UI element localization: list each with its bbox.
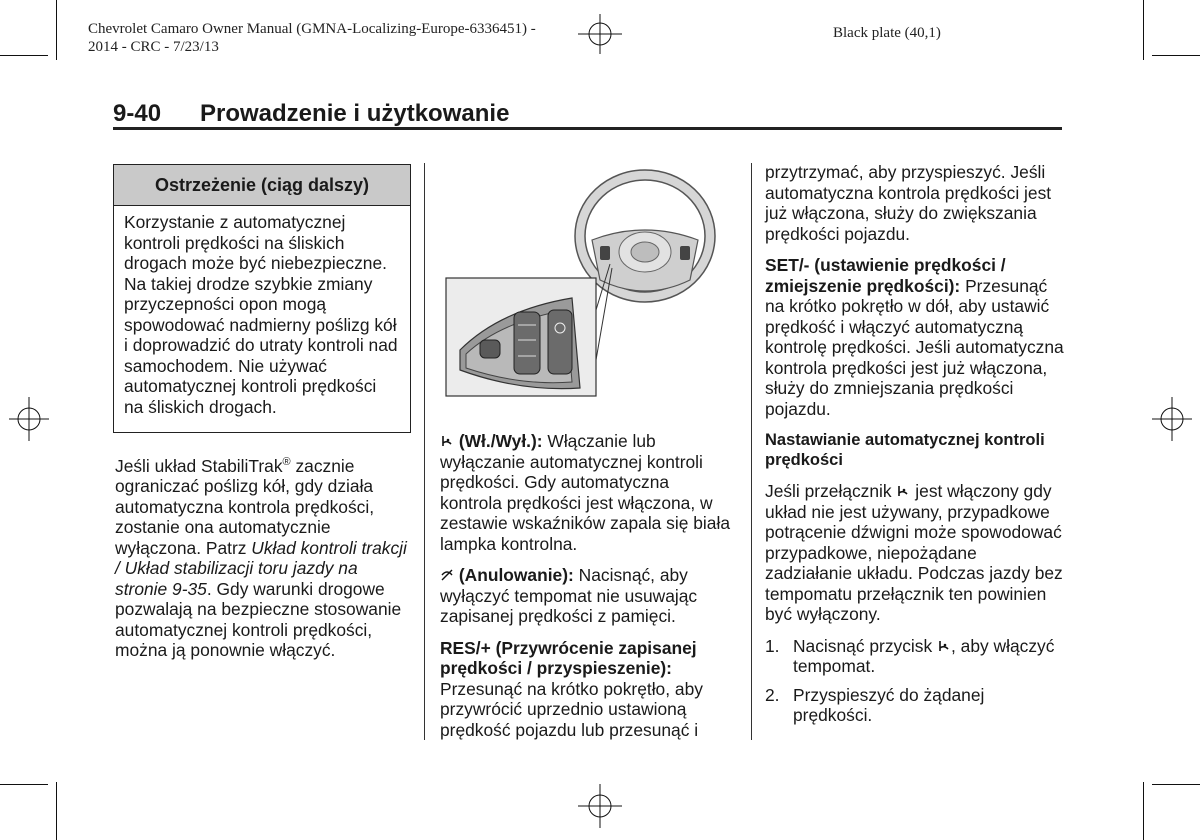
cancel-icon	[440, 568, 454, 582]
para-text-2: zacznie ograniczać poślizg kół, gdy działa automatyczna kontrola prędkości, zostanie ona automatycznie wyłączona. Patrz	[115, 455, 375, 558]
res-text: Przesunąć na krótko pokrętło, aby przywrócić uprzednio ustawioną prędkość pojazdu lub przesunąć i	[440, 678, 703, 740]
title-rule	[113, 127, 1062, 130]
cruise-control-icon	[896, 484, 910, 498]
onoff-text: Włączanie lub wyłączanie automatycznej kontroli prędkości. Gdy automatyczna kontrola prędkości jest włączona, w zestawie wskaźników zapala się biała lampka kontrolna.	[440, 431, 730, 554]
header-line-2: 2014 - CRC - 7/23/13	[88, 39, 219, 55]
para-text-1: Jeśli układ StabiliTrak	[115, 455, 283, 476]
cruise-control-icon	[937, 639, 951, 653]
registered-mark: ®	[282, 456, 291, 468]
registration-mark-left	[7, 397, 51, 441]
section-number: 9-40	[113, 100, 162, 127]
warning-box	[113, 164, 411, 433]
plate-label: Black plate (40,1)	[833, 25, 941, 41]
registration-mark-bottom	[578, 784, 622, 828]
continued-text: przytrzymać, aby przyspieszyć. Jeśli automatyczna kontrola prędkości jest już włączona, służy do zwiększania prędkości pojazdu.	[765, 162, 1052, 244]
step-text-a: Przyspieszyć do żądanej prędkości.	[793, 684, 985, 725]
column-divider-1	[424, 163, 425, 740]
section-title	[113, 99, 509, 129]
section-name: Prowadzenie i użytkowanie	[200, 100, 510, 127]
step-number: 1.	[765, 635, 780, 656]
p1-text-b: jest włączony gdy układ nie jest używany, przypadkowe potrącenie dźwigni może spowodować przypadkowe, niepożądane zadziałanie układu. Podczas jazdy bez tempomatu przełącznik ten powinien być wyłączony.	[765, 481, 1063, 624]
step-text-a: Nacisnąć przycisk	[793, 635, 937, 656]
res-label: RES/+ (Przywrócenie zapisanej prędkości / przyspieszenie):	[440, 637, 697, 678]
steering-wheel-illustration	[440, 160, 738, 405]
warning-title: Ostrzeżenie (ciąg dalszy)	[114, 165, 410, 206]
registration-mark-top	[578, 12, 622, 56]
list-item	[765, 685, 1065, 726]
onoff-label: (Wł./Wył.):	[458, 431, 543, 451]
running-header	[88, 20, 536, 56]
cruise-control-icon	[440, 434, 454, 448]
cancel-text: Nacisnąć, aby wyłączyć tempomat nie usuwając zapisanej prędkości z pamięci.	[440, 565, 698, 626]
para-text-3: . Gdy warunki drogowe pozwalają na bezpieczne stosowanie automatycznej kontroli prędkości, można ją ponownie włączyć.	[115, 578, 402, 661]
p1-text-a: Jeśli przełącznik	[765, 481, 897, 501]
column-3	[765, 162, 1065, 726]
stabilitrak-paragraph	[115, 452, 410, 661]
set-text: Przesunąć na krótko pokrętło w dół, aby ustawić prędkość i włączyć automatyczną kontrolę prędkości. Jeśli automatyczna kontrola prędkości jest już włączona, służy do zmniejszania prędkości pojazdu.	[765, 275, 1064, 419]
cancel-label: (Anulowanie):	[458, 565, 574, 585]
cross-reference-link[interactable]: Układ kontroli trakcji / Układ stabilizacji toru jazdy na stronie 9-35	[115, 537, 407, 599]
step-number: 2.	[765, 684, 780, 705]
setting-heading: Nastawianie automatycznej kontroli prędkości	[765, 431, 1045, 469]
column-2	[440, 431, 735, 740]
set-label: SET/- (ustawienie prędkości / zmiejszenie prędkości):	[765, 255, 1006, 296]
registration-mark-right	[1150, 397, 1194, 441]
header-line-1: Chevrolet Camaro Owner Manual (GMNA-Localizing-Europe-6336451) -	[88, 21, 536, 37]
column-divider-2	[751, 163, 752, 740]
step-text-b: , aby włączyć tempomat.	[793, 635, 1055, 676]
steps-list	[765, 636, 1065, 726]
warning-body: Korzystanie z automatycznej kontroli prędkości na śliskich drogach może być niebezpieczne. Na takiej drodze szybkie zmiany przyczepności opon mogą spowodować nadmierny poślizg kół i doprowadzić do utraty kontroli nad samochodem. Nie używać automatycznej kontroli prędkości na śliskich drogach.	[124, 212, 398, 417]
list-item	[765, 636, 1065, 677]
